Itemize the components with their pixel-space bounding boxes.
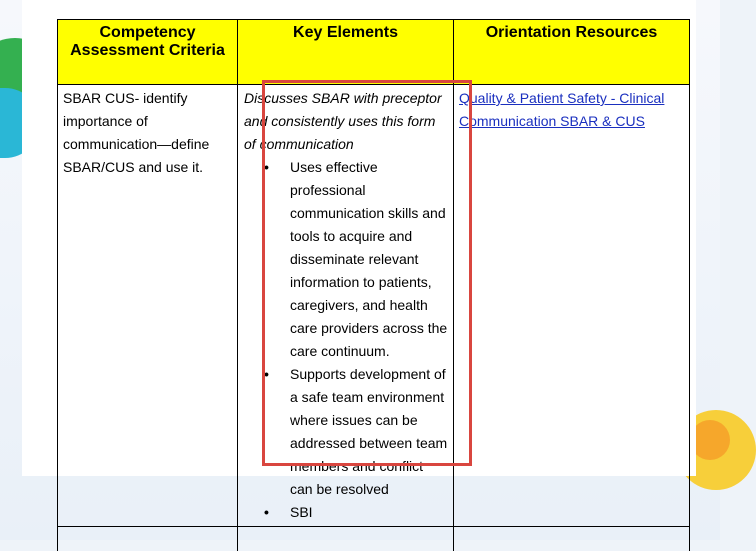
key-elements-intro: Discusses SBAR with preceptor and consistently uses this form of communication — [244, 87, 448, 156]
partial-cell — [238, 527, 454, 551]
header-criteria: Competency Assessment Criteria — [58, 20, 238, 85]
list-item: • Uses effective professional communication skills and tools to acquire and disseminate relevant information to patients, caregivers, and health care providers across the care continuum. — [244, 156, 448, 363]
resources-cell — [454, 85, 690, 527]
key-elements-highlight-box — [262, 80, 472, 466]
list-item: • SBI — [244, 501, 448, 524]
criteria-cell: SBAR CUS- identify importance of communication—define SBAR/CUS and use it. — [58, 85, 238, 527]
resource-link[interactable]: Quality & Patient Safety - Clinical Communication SBAR & CUS — [459, 90, 664, 129]
partial-cell — [58, 527, 238, 551]
list-item: • Supports development of a safe team environment where issues can be addressed between team members and conflict can be resolved — [244, 363, 448, 501]
header-key-elements: Key Elements — [238, 20, 454, 85]
orange-circle-decoration — [690, 420, 730, 460]
document-sheet — [22, 0, 696, 476]
partial-cell — [454, 527, 690, 551]
header-orientation-resources: Orientation Resources — [454, 20, 690, 85]
table-header-row — [58, 20, 690, 85]
table-row-partial — [58, 527, 690, 551]
